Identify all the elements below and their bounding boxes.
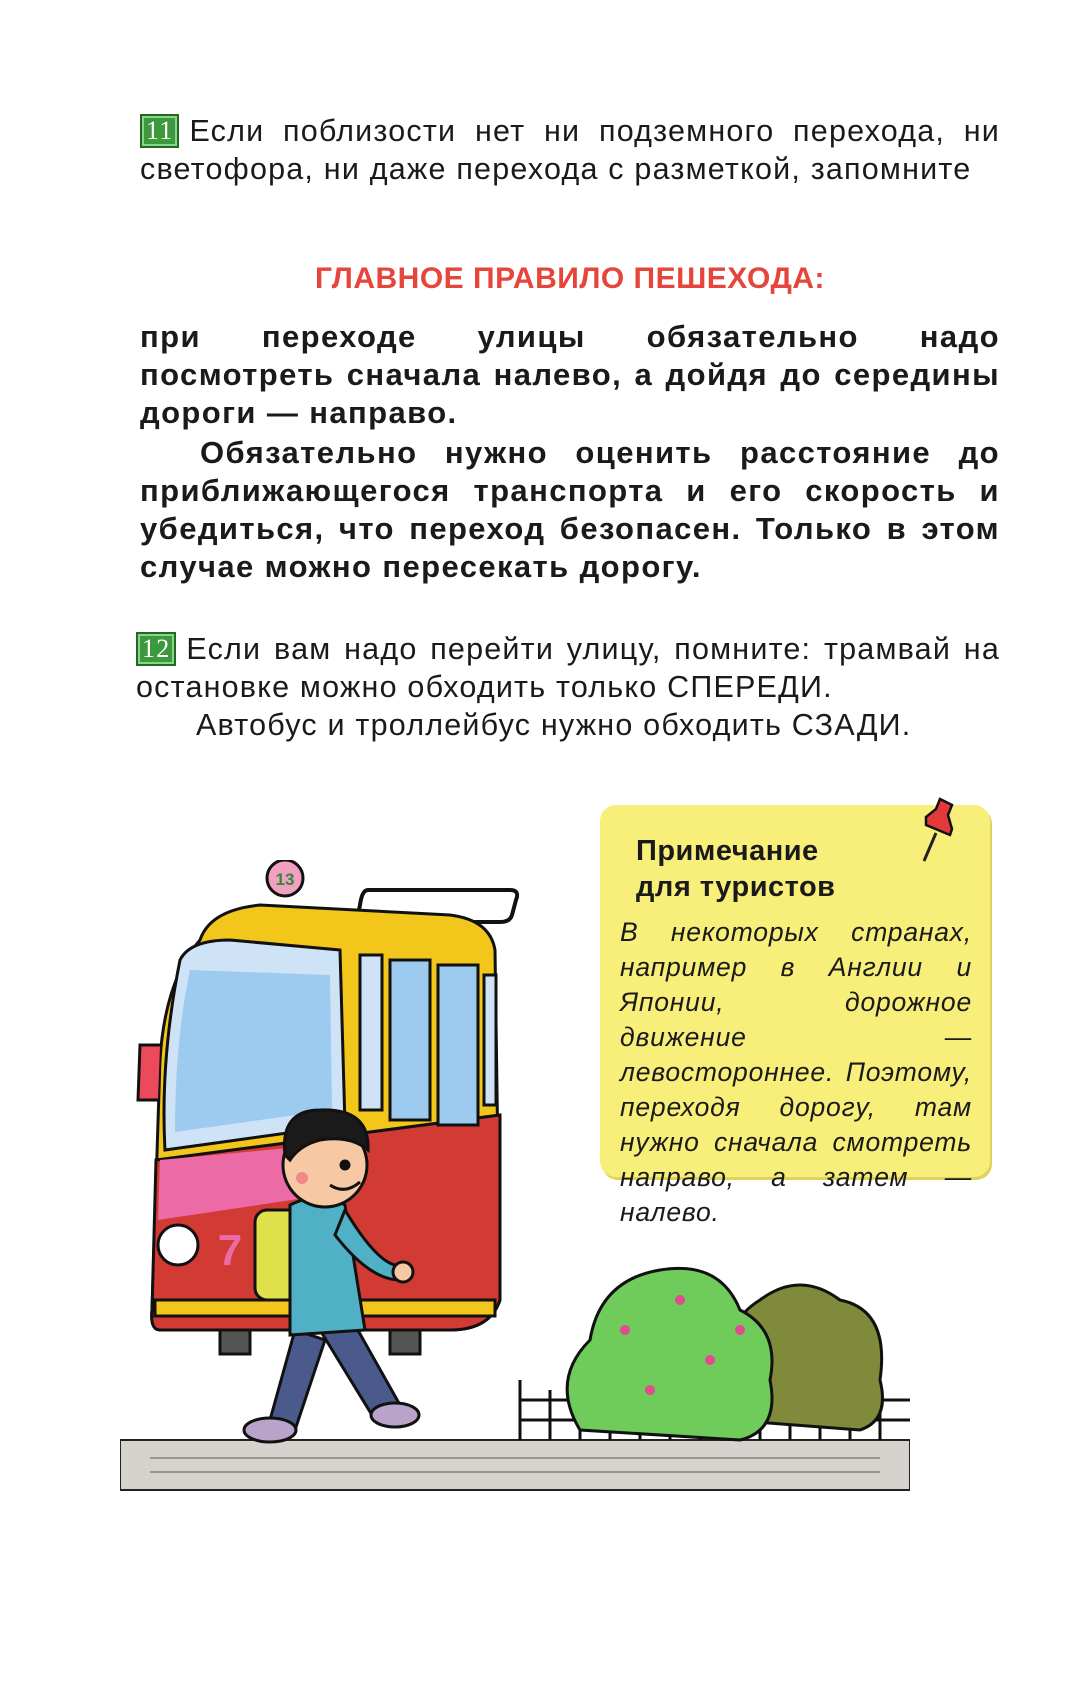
rule-11-number-badge: 11 xyxy=(140,114,179,148)
rule-12-paragraph xyxy=(136,630,1000,744)
rule-11-paragraph xyxy=(140,112,1000,188)
tourist-note-title-line-2: для туристов xyxy=(636,871,836,903)
rule-12-number-badge: 12 xyxy=(136,632,176,666)
tourist-note-title-line-1: Примечание xyxy=(636,835,819,867)
rule-12-text-2: Автобус и троллейбус нужно обходить СЗАДИ. xyxy=(196,708,912,742)
tourist-note-title xyxy=(636,833,836,905)
main-rule-body xyxy=(140,318,1000,586)
tourist-note-text: В некоторых странах, например в Англии и Японии, дорожное движение — левостороннее. Поэтому, переходя дорогу, там нужно сначала смотреть направо, а затем — налево. xyxy=(620,917,972,1227)
main-rule-text-2: Обязательно нужно оценить расстояние до приближающегося транспорта и его скорость и убедиться, что переход безопасен. Только в этом случае можно пересекать дорогу. xyxy=(140,435,1000,584)
tram-side-number: 7 xyxy=(217,1226,243,1275)
main-rule-text: при переходе улицы обязательно надо посмотреть сначала налево, а дойдя до середины дороги — направо. xyxy=(140,319,1000,430)
bushes xyxy=(567,1268,882,1440)
main-rule-heading: ГЛАВНОЕ ПРАВИЛО ПЕШЕХОДА: xyxy=(315,262,825,295)
rule-11-text: Если поблизости нет ни подземного перехода, ни светофора, ни даже перехода с разметкой, запомните xyxy=(140,114,1000,186)
road xyxy=(120,1440,910,1490)
rule-12-text: Если вам надо перейти улицу, помните: трамвай на остановке можно обходить только СПЕРЕДИ. xyxy=(136,632,1000,704)
tram-route-number: 13 xyxy=(275,870,295,889)
pushpin-icon xyxy=(912,795,962,865)
